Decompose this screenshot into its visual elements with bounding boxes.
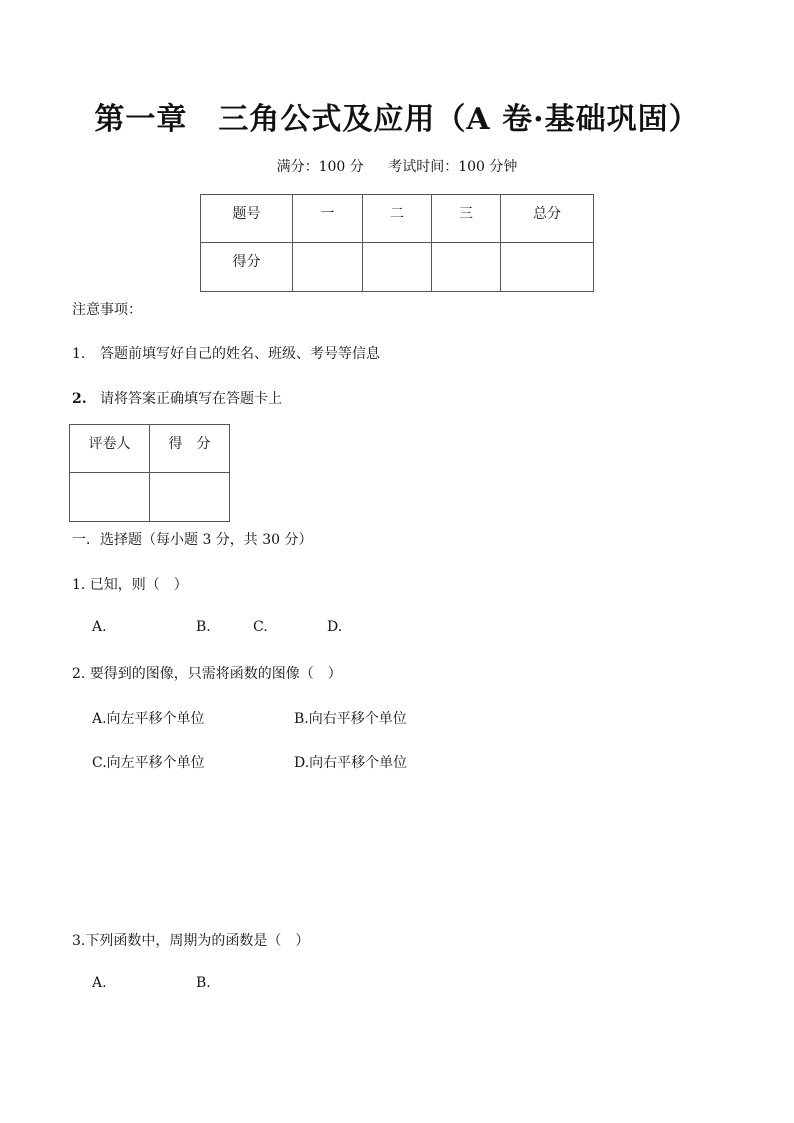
question-stem: 1. 已知，则（ ） — [72, 577, 188, 593]
option-c[interactable]: C. — [253, 619, 268, 635]
score-table-score-row — [201, 243, 594, 292]
grader-table-input-row — [70, 473, 230, 522]
grader-score-cell[interactable] — [150, 473, 230, 522]
option-d[interactable]: D. — [327, 619, 343, 635]
score-cell[interactable] — [501, 243, 594, 292]
score-table-header: 总分 — [501, 195, 594, 243]
option-a[interactable]: A. — [92, 619, 107, 635]
question-stem: 3.下列函数中，周期为的函数是（ ） — [72, 933, 310, 949]
note-item — [72, 388, 282, 408]
score-cell[interactable] — [432, 243, 501, 292]
page-title: 第一章 三角公式及应用（A 卷·基础巩固） — [94, 102, 700, 137]
score-table-header: 题号 — [201, 195, 293, 243]
note-item — [72, 343, 380, 363]
score-cell[interactable] — [293, 243, 363, 292]
option-a[interactable]: A. — [92, 975, 107, 991]
notes-title: 注意事项： — [72, 302, 142, 318]
section-title: 一．选择题（每小题 3 分，共 30 分） — [72, 532, 313, 548]
score-table — [200, 194, 594, 292]
score-table-header-row — [201, 195, 594, 243]
note-text: 答题前填写好自己的姓名、班级、考号等信息 — [100, 346, 380, 362]
option-d[interactable]: D.向右平移个单位 — [294, 755, 408, 771]
grader-label: 评卷人 — [70, 425, 150, 473]
score-table-header: 三 — [432, 195, 501, 243]
exam-info — [0, 156, 794, 176]
score-row-label: 得分 — [201, 243, 293, 292]
grader-score-label: 得 分 — [150, 425, 230, 473]
question-stem: 2. 要得到的图像，只需将函数的图像（ ） — [72, 666, 342, 682]
option-b[interactable]: B.向右平移个单位 — [294, 711, 407, 727]
option-b[interactable]: B. — [196, 975, 211, 991]
exam-time: 考试时间：100 分钟 — [388, 159, 518, 175]
full-score: 满分：100 分 — [276, 159, 364, 175]
grader-table — [69, 424, 230, 522]
grader-table-header-row — [70, 425, 230, 473]
option-c[interactable]: C.向左平移个单位 — [92, 755, 205, 771]
score-table-header: 二 — [363, 195, 432, 243]
score-cell[interactable] — [363, 243, 432, 292]
note-number: 1. — [72, 346, 86, 362]
score-table-header: 一 — [293, 195, 363, 243]
grader-cell[interactable] — [70, 473, 150, 522]
option-b[interactable]: B. — [196, 619, 211, 635]
option-a[interactable]: A.向左平移个单位 — [92, 711, 205, 727]
note-text: 请将答案正确填写在答题卡上 — [100, 391, 282, 407]
note-number: 2. — [72, 391, 87, 407]
